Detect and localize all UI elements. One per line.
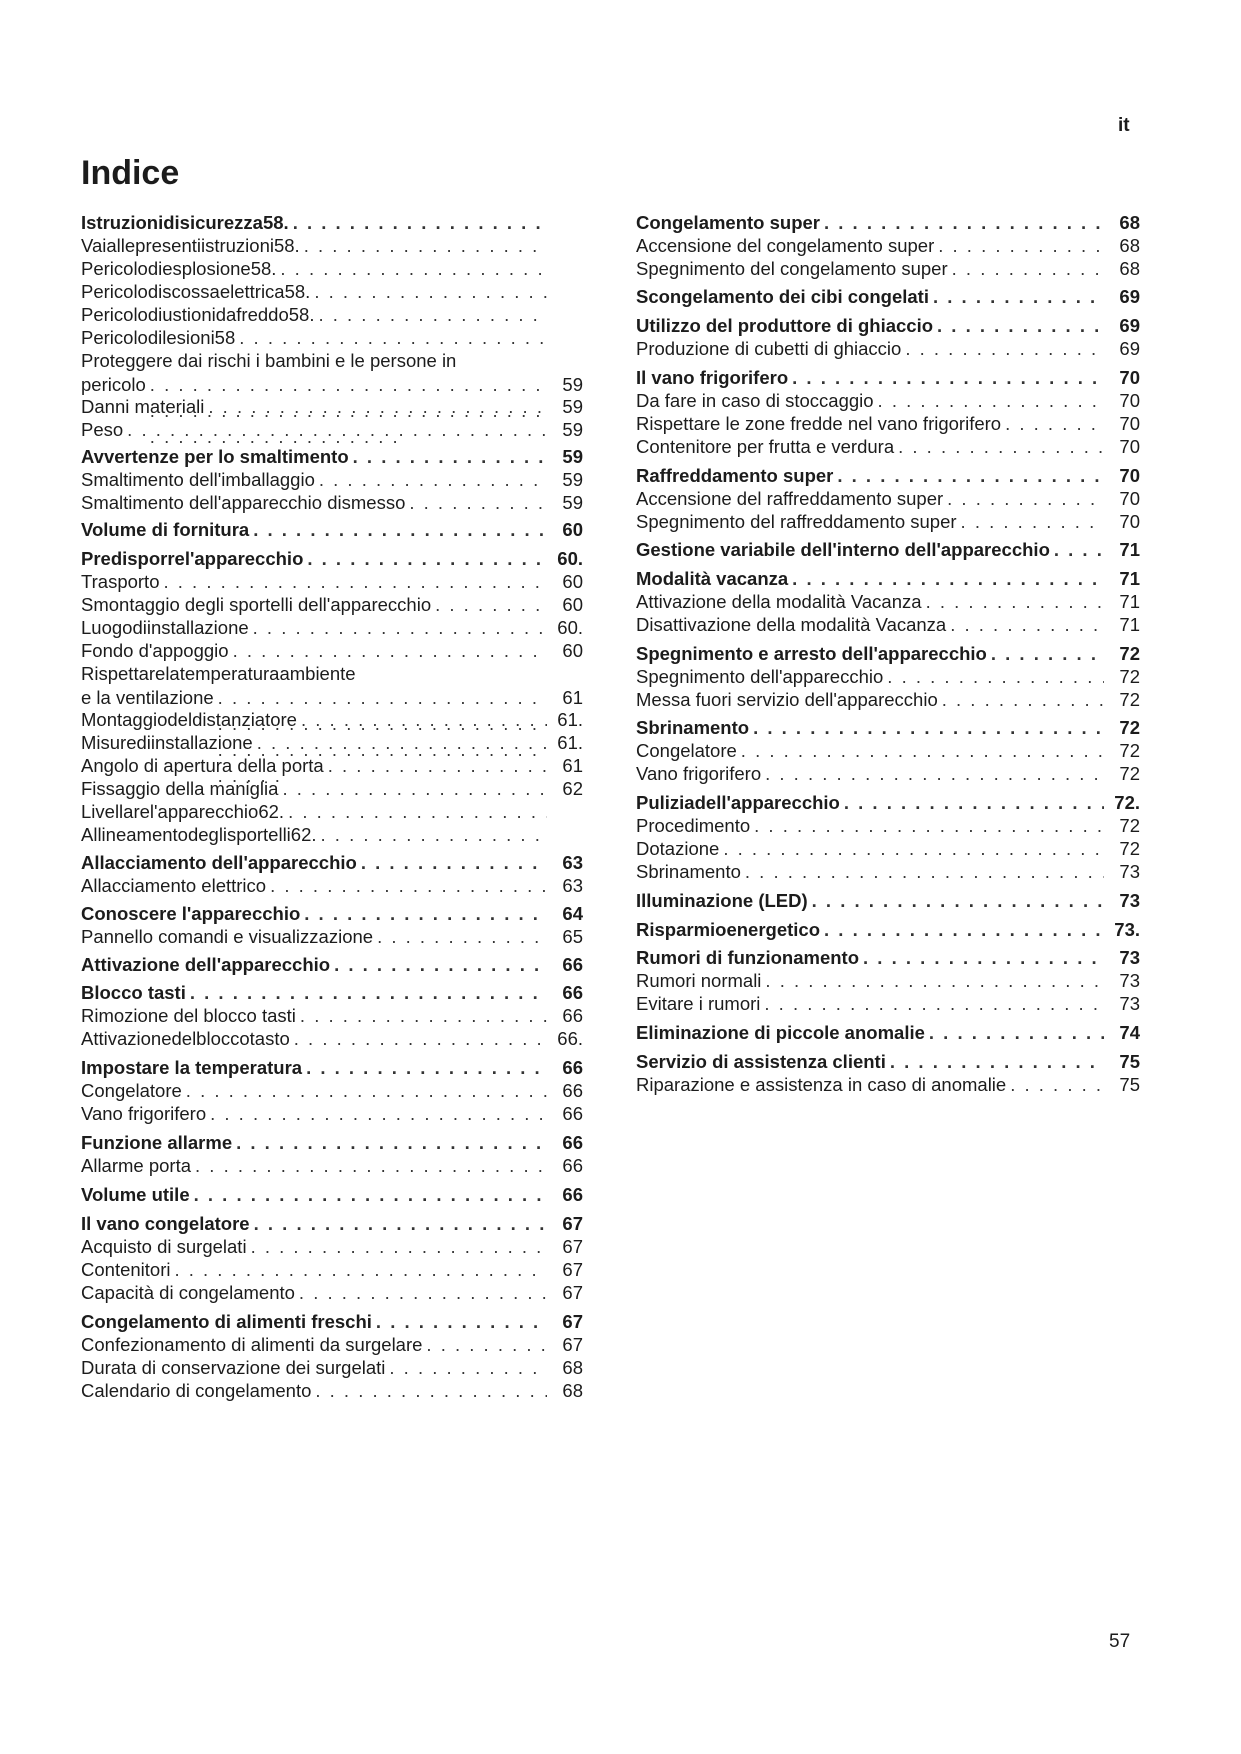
toc-entry-label: Pericolodilesioni58: [81, 327, 236, 348]
toc-entry-page: 69: [1119, 315, 1140, 336]
dot-leader: [820, 917, 1104, 943]
toc-entry[interactable]: [81, 1026, 583, 1052]
toc-entry[interactable]: [81, 1280, 583, 1306]
dot-leader: [1050, 537, 1104, 563]
toc-entry-label: Avvertenze per lo smaltimento: [81, 446, 349, 467]
dot-leader: [290, 1026, 547, 1052]
dot-leader: [266, 873, 547, 899]
toc-entry-page: 66.: [557, 1028, 583, 1049]
toc-entry-label: Spegnimento del raffreddamento super: [636, 511, 957, 532]
toc-entry-label: Rumori normali: [636, 970, 762, 991]
dot-leader: [190, 1182, 547, 1208]
toc-entry-label: Acquisto di surgelati: [81, 1236, 247, 1257]
toc-entry-label: Accensione del raffreddamento super: [636, 488, 944, 509]
toc-entry-page: 66: [562, 982, 583, 1003]
toc-entry-label: Impostare la temperatura: [81, 1057, 303, 1078]
toc-entry-page: 68: [562, 1380, 583, 1401]
toc-entry-label: Il vano congelatore: [81, 1213, 250, 1234]
toc-entry-page: 68: [1119, 258, 1140, 279]
toc-entry-page: 59: [562, 374, 583, 395]
toc-entry-page: 61: [562, 687, 583, 708]
toc-entry-label: Fondo d'appoggio: [81, 640, 229, 661]
toc-entry-page: 75: [1119, 1051, 1140, 1072]
toc-entry[interactable]: [636, 991, 1140, 1017]
toc-entry-label: Pericolodiustionidafreddo58.: [81, 304, 315, 325]
toc-entry-label: Accensione del congelamento super: [636, 235, 935, 256]
toc-entry-label: Dotazione: [636, 838, 720, 859]
toc-entry-page: 72: [1119, 643, 1140, 664]
toc-entry[interactable]: [636, 612, 1140, 638]
toc-entry-label: Montaggiodeldistanziatore: [81, 709, 297, 730]
toc-entry-page: 66: [562, 1103, 583, 1124]
toc-entry-label: Luogodiinstallazione: [81, 617, 249, 638]
toc-entry[interactable]: [636, 434, 1140, 460]
toc-entry-page: 65: [562, 926, 583, 947]
toc-entry-page: 71: [1119, 568, 1140, 589]
toc-entry-label: Produzione di cubetti di ghiaccio: [636, 338, 902, 359]
toc-entry-page: 59: [562, 396, 583, 417]
toc-entry-page: 67: [562, 1213, 583, 1234]
toc-entry-page: 60.: [557, 548, 583, 569]
toc-entry-label: Istruzionidisicurezza58.: [81, 212, 289, 233]
toc-entry-label: Conoscere l'apparecchio: [81, 903, 301, 924]
toc-entry-label: Angolo di apertura della porta: [81, 755, 324, 776]
toc-entry-label: Eliminazione di piccole anomalie: [636, 1022, 925, 1043]
dot-leader: [191, 1153, 547, 1179]
toc-entry-label: Livellarel'apparecchio62.: [81, 801, 285, 822]
dot-leader: [741, 859, 1104, 885]
toc-entry-page: 75: [1119, 1074, 1140, 1095]
toc-entry-label: Vaiallepresentiistruzioni58.: [81, 235, 300, 256]
toc-entry-page: 66: [562, 1057, 583, 1078]
toc-entry-page: 68: [1119, 235, 1140, 256]
toc-entry-label: Danni materiali: [81, 396, 205, 417]
toc-entry-label: Attivazione dell'apparecchio: [81, 954, 331, 975]
toc-entry-label: Volume di fornitura: [81, 519, 250, 540]
toc-entry[interactable]: [81, 822, 583, 848]
toc-entry-page: 74: [1119, 1022, 1140, 1043]
dot-leader: [760, 991, 1104, 1017]
toc-entry-page: 72: [1119, 763, 1140, 784]
toc-entry-label: Durata di conservazione dei surgelati: [81, 1357, 386, 1378]
toc-entry-label: Allacciamento elettrico: [81, 875, 267, 896]
toc-entry[interactable]: [81, 1101, 583, 1127]
page-title: Indice: [81, 154, 180, 192]
toc-entry-page: 73: [1119, 861, 1140, 882]
toc-entry-page: 69: [1119, 286, 1140, 307]
toc-entry-page: 73: [1119, 970, 1140, 991]
toc-entry-page: 71: [1119, 591, 1140, 612]
toc-entry-label: Smontaggio degli sportelli dell'apparecchio: [81, 594, 432, 615]
toc-entry-page: 66: [562, 1184, 583, 1205]
toc-section-entry[interactable]: [636, 917, 1140, 943]
toc-entry[interactable]: [81, 873, 583, 899]
toc-entry-page: 59: [562, 446, 583, 467]
toc-entry-label: Funzione allarme: [81, 1132, 233, 1153]
dot-leader: [330, 952, 547, 978]
toc-entry-page: 63: [562, 875, 583, 896]
toc-entry[interactable]: [81, 348, 583, 398]
toc-entry-label: Smaltimento dell'apparecchio dismesso: [81, 492, 406, 513]
toc-entry[interactable]: [636, 859, 1140, 885]
toc-entry-label: Spegnimento e arresto dell'apparecchio: [636, 643, 987, 664]
toc-entry-page: 72: [1119, 815, 1140, 836]
toc-entry-label: Rispettare le zone fredde nel vano frigorifero: [636, 413, 1002, 434]
toc-entry-page: 60: [562, 571, 583, 592]
toc-entry-page: 59: [562, 419, 583, 440]
toc-entry-label: Congelatore: [636, 740, 737, 761]
toc-entry-label: Peso: [81, 419, 124, 440]
toc-entry-page: 59: [562, 492, 583, 513]
toc-entry-page: 70: [1119, 436, 1140, 457]
toc-entry[interactable]: [81, 490, 583, 516]
dot-leader: [249, 517, 547, 543]
toc-entry-label: Pericolodiesplosione58.: [81, 258, 277, 279]
language-code: it: [1118, 115, 1130, 136]
toc-entry-page: 66: [562, 1080, 583, 1101]
toc-entry-label: Illuminazione (LED): [636, 890, 808, 911]
dot-leader: [938, 687, 1104, 713]
toc-entry-label: Puliziadell'apparecchio: [636, 792, 840, 813]
toc-entry-label: Evitare i rumori: [636, 993, 761, 1014]
toc-entry-page: 61.: [557, 732, 583, 753]
toc-entry-page: 71: [1119, 614, 1140, 635]
toc-entry-label: Servizio di assistenza clienti: [636, 1051, 886, 1072]
toc-section-entry[interactable]: [636, 1020, 1140, 1046]
toc-entry-label: Contenitori: [81, 1259, 171, 1280]
toc-entry-label: Attivazione della modalità Vacanza: [636, 591, 922, 612]
toc-entry[interactable]: [81, 1153, 583, 1179]
toc-entry-page: 66: [562, 1155, 583, 1176]
toc-entry-page: 69: [1119, 338, 1140, 359]
toc-entry-page: 72.: [1114, 792, 1140, 813]
toc-entry-page: 60: [562, 594, 583, 615]
toc-entry-page: 66: [562, 1005, 583, 1026]
toc-section-entry[interactable]: [81, 1182, 583, 1208]
toc-entry-label: Trasporto: [81, 571, 160, 592]
toc-entry-page: 67: [562, 1236, 583, 1257]
toc-entry[interactable]: [636, 761, 1140, 787]
toc-entry-label: Rumori di funzionamento: [636, 947, 860, 968]
toc-entry-label: Procedimento: [636, 815, 751, 836]
toc-entry-label: Il vano frigorifero: [636, 367, 789, 388]
dot-leader: [946, 612, 1104, 638]
toc-entry-label: Sbrinamento: [636, 717, 750, 738]
toc-entry-page: 67: [562, 1311, 583, 1332]
toc-entry-label: Capacità di congelamento: [81, 1282, 295, 1303]
toc-entry-page: 72: [1119, 689, 1140, 710]
toc-entry-label: Modalità vacanza: [636, 568, 789, 589]
dot-leader: [295, 1280, 547, 1306]
toc-entry-label: Riparazione e assistenza in caso di anomalie: [636, 1074, 1007, 1095]
dot-leader: [1006, 1072, 1104, 1098]
dot-leader: [317, 822, 547, 848]
toc-entry-page: 72: [1119, 740, 1140, 761]
toc-entry-label-continued: e la ventilazione: [81, 687, 214, 708]
toc-entry-page: 72: [1119, 717, 1140, 738]
toc-entry-label: Blocco tasti: [81, 982, 186, 1003]
toc-section-entry[interactable]: [636, 888, 1140, 914]
toc-entry-label: Spegnimento del congelamento super: [636, 258, 948, 279]
toc-entry-page: 70: [1119, 413, 1140, 434]
toc-entry-page: 61: [562, 755, 583, 776]
toc-entry-page: 64: [562, 903, 583, 924]
toc-entry-label: Raffreddamento super: [636, 465, 834, 486]
toc-entry-label: Congelamento di alimenti freschi: [81, 1311, 372, 1332]
toc-entry-page: 63: [562, 852, 583, 873]
toc-entry[interactable]: [636, 1072, 1140, 1098]
toc-entry-page: 61.: [557, 709, 583, 730]
toc-entry-page: 73: [1119, 993, 1140, 1014]
dot-leader: [894, 434, 1104, 460]
toc-entry-label: Gestione variabile dell'interno dell'apparecchio: [636, 539, 1050, 560]
toc-entry[interactable]: [81, 661, 583, 711]
toc-section-entry[interactable]: [636, 537, 1140, 563]
dot-leader: [761, 761, 1104, 787]
toc-entry[interactable]: [81, 417, 583, 443]
toc-entry-page: 66: [562, 954, 583, 975]
toc-entry-label: Pericolodiscossaelettrica58.: [81, 281, 311, 302]
toc-entry-label: Pannello comandi e visualizzazione: [81, 926, 374, 947]
dot-leader: [373, 924, 547, 950]
toc-entry-label: Proteggere dai rischi i bambini e le persone in: [81, 350, 457, 371]
toc-entry-page: 67: [562, 1259, 583, 1280]
toc-entry-page: 73.: [1114, 919, 1140, 940]
toc-entry-label: Disattivazione della modalità Vacanza: [636, 614, 947, 635]
toc-entry-page: 72: [1119, 666, 1140, 687]
dot-leader: [948, 256, 1104, 282]
toc-entry[interactable]: [636, 687, 1140, 713]
toc-entry-label-continued: pericolo: [81, 374, 146, 395]
toc-entry-label: Allarme porta: [81, 1155, 192, 1176]
toc-entry-label: Spegnimento dell'apparecchio: [636, 666, 884, 687]
dot-leader: [405, 490, 547, 516]
toc-entry-label: Messa fuori servizio dell'apparecchio: [636, 689, 938, 710]
toc-entry-label: Utilizzo del produttore di ghiaccio: [636, 315, 934, 336]
toc-entry-page: 68: [562, 1357, 583, 1378]
toc-entry-page: 60.: [557, 617, 583, 638]
toc-entry-page: 60: [562, 519, 583, 540]
toc-entry-label: Rimozione del blocco tasti: [81, 1005, 296, 1026]
toc-entry[interactable]: [636, 336, 1140, 362]
toc-entry-page: 70: [1119, 488, 1140, 509]
page-number: 57: [1109, 1631, 1131, 1652]
toc-section-entry[interactable]: [636, 284, 1140, 310]
toc-entry-label: Vano frigorifero: [81, 1103, 207, 1124]
toc-entry-label: Vano frigorifero: [636, 763, 762, 784]
toc-entry-label: Misurediinstallazione: [81, 732, 253, 753]
toc-entry-page: 68: [1119, 212, 1140, 233]
dot-leader: [808, 888, 1104, 914]
dot-leader: [957, 509, 1104, 535]
toc-entry-page: 73: [1119, 947, 1140, 968]
toc-entry-page: 70: [1119, 465, 1140, 486]
toc-entry-label: Da fare in caso di stoccaggio: [636, 390, 874, 411]
toc-entry-page: 59: [562, 469, 583, 490]
toc-entry-page: 66: [562, 1132, 583, 1153]
toc-entry-page: 70: [1119, 511, 1140, 532]
toc-entry-page: 73: [1119, 890, 1140, 911]
toc-entry-page: 67: [562, 1282, 583, 1303]
toc-entry-label: Confezionamento di alimenti da surgelare: [81, 1334, 423, 1355]
toc-entry-page: 70: [1119, 367, 1140, 388]
toc-entry-label: Volume utile: [81, 1184, 190, 1205]
toc-section-entry[interactable]: [81, 952, 583, 978]
toc-entry-label: Fissaggio della maniglia: [81, 778, 279, 799]
toc-entry-label: Scongelamento dei cibi congelati: [636, 286, 929, 307]
toc-entry[interactable]: [81, 924, 583, 950]
toc-entry-label: Attivazionedelbloccotasto: [81, 1028, 290, 1049]
toc-entry-page: 62: [562, 778, 583, 799]
toc-entry-label: Smaltimento dell'imballaggio: [81, 469, 315, 490]
toc-entry-label: Congelamento super: [636, 212, 820, 233]
dot-leader: [925, 1020, 1104, 1046]
dot-leader: [123, 417, 547, 443]
toc-entry-page: 72: [1119, 838, 1140, 859]
toc-entry-label: Rispettarelatemperaturaambiente: [81, 663, 356, 684]
toc-entry-label: Contenitore per frutta e verdura: [636, 436, 895, 457]
toc-entry-label: Calendario di congelamento: [81, 1380, 312, 1401]
dot-leader: [929, 284, 1104, 310]
toc-entry[interactable]: [81, 1378, 583, 1404]
toc-section-entry[interactable]: [81, 517, 583, 543]
toc-entry[interactable]: [636, 509, 1140, 535]
dot-leader: [901, 336, 1104, 362]
toc-entry-label: Sbrinamento: [636, 861, 741, 882]
dot-leader: [206, 1101, 547, 1127]
toc-entry[interactable]: [636, 256, 1140, 282]
toc-entry-page: 70: [1119, 390, 1140, 411]
toc-entry-label: Allacciamento dell'apparecchio: [81, 852, 357, 873]
toc-entry-label: Predisporrel'apparecchio: [81, 548, 304, 569]
toc-entry-page: 71: [1119, 539, 1140, 560]
toc-entry-page: 60: [562, 640, 583, 661]
toc-entry-label: Congelatore: [81, 1080, 182, 1101]
toc-entry-page: 67: [562, 1334, 583, 1355]
toc-entry-label: Risparmioenergetico: [636, 919, 821, 940]
dot-leader: [311, 1378, 547, 1404]
toc-entry-label: Allineamentodeglisportelli62.: [81, 824, 317, 845]
